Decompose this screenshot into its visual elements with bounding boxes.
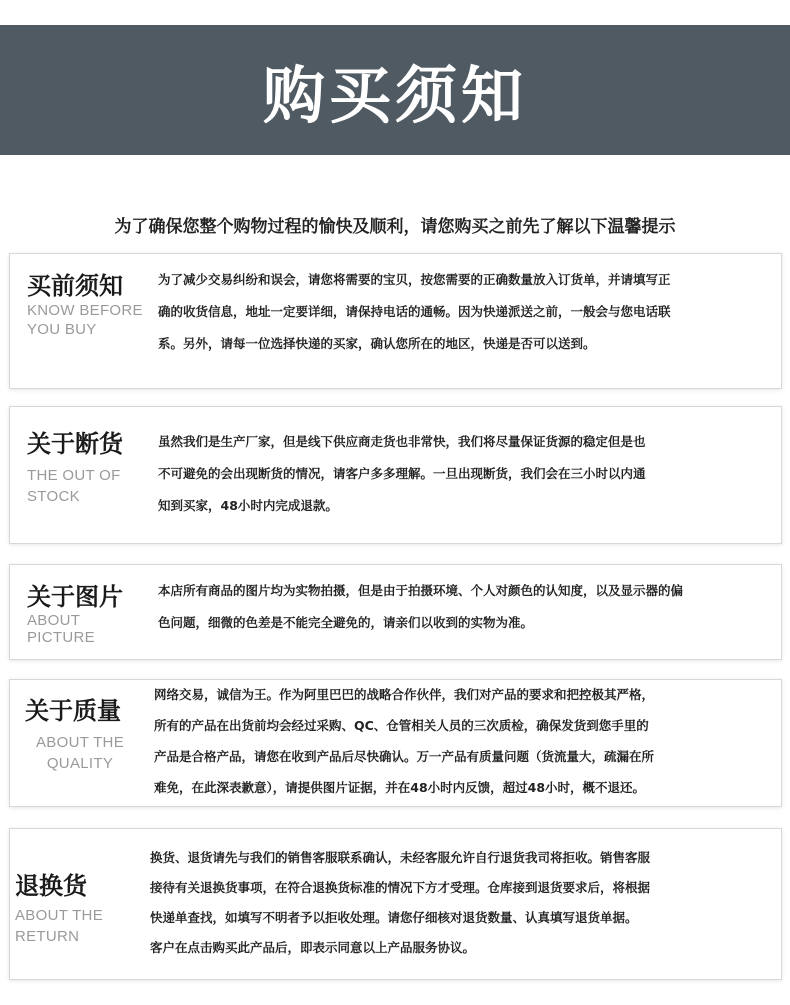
section-body: [150, 843, 750, 963]
section-line: 确的收货信息，地址一定要详细，请保持电话的通畅。因为快递派送之前，一般会与您电话联: [158, 304, 671, 319]
section-label: [25, 696, 155, 774]
section-label: [27, 582, 157, 646]
section-line: 产品是合格产品，请您在收到产品后尽快确认。万一产品有质量问题（货流量大，疏漏在所: [154, 749, 655, 764]
section-body: [154, 679, 754, 803]
section-label: [15, 871, 145, 947]
section-label: [27, 429, 157, 507]
section-body: [158, 575, 758, 639]
intro-subtitle: 为了确保您整个购物过程的愉快及顺利，请您购买之前先了解以下温馨提示: [114, 217, 676, 237]
section-about-quality: [9, 679, 782, 807]
section-subtitle: ABOUT THE RETURN: [15, 907, 103, 945]
section-line: 虽然我们是生产厂家，但是线下供应商走货也非常快，我们将尽量保证货源的稳定但是也: [158, 434, 646, 449]
section-title: 关于图片: [27, 583, 123, 611]
section-subtitle: ABOUT THE QUALITY: [36, 734, 124, 772]
section-subtitle: KNOW BEFORE YOU BUY: [27, 302, 143, 338]
section-title: 退换货: [15, 872, 87, 900]
section-line: 本店所有商品的图片均为实物拍摄，但是由于拍摄环境、个人对颜色的认知度，以及显示器的偏: [158, 583, 684, 598]
section-title: 买前须知: [27, 272, 123, 300]
section-out-of-stock: [9, 406, 782, 544]
section-line: 难免，在此深表歉意），请提供图片证据，并在48小时内反馈，超过48小时，概不退还。: [154, 780, 646, 795]
section-line: 所有的产品在出货前均会经过采购、QC、仓管相关人员的三次质检，确保发货到您手里的: [154, 718, 649, 733]
section-line: 不可避免的会出现断货的情况，请客户多多理解。一旦出现断货，我们会在三小时以内通: [158, 466, 646, 481]
section-subtitle: ABOUT PICTURE: [27, 612, 95, 646]
section-line: 换货、退货请先与我们的销售客服联系确认，未经客服允许自行退货我司将拒收。销售客服: [150, 850, 651, 865]
header-banner: [0, 25, 790, 155]
section-line: 色问题，细微的色差是不能完全避免的，请亲们以收到的实物为准。: [158, 615, 534, 630]
section-line: 网络交易，诚信为王。作为阿里巴巴的战略合作伙伴，我们对产品的要求和把控极其严格，: [154, 687, 655, 702]
section-line: 系。另外，请每一位选择快递的买家，确认您所在的地区，快递是否可以送到。: [158, 336, 596, 351]
section-line: 快递单查找，如填写不明者予以拒收处理。请您仔细核对退货数量、认真填写退货单据。: [150, 910, 638, 925]
section-title: 关于质量: [25, 697, 121, 725]
section-label: [27, 271, 157, 339]
section-line: 接待有关退换货事项，在符合退换货标准的情况下方才受理。仓库接到退货要求后，将根据: [150, 880, 651, 895]
section-title: 关于断货: [27, 430, 123, 458]
section-body: [158, 426, 758, 522]
section-about-picture: [9, 564, 782, 660]
section-subtitle: THE OUT OF STOCK: [27, 467, 121, 505]
page-title: 购买须知: [262, 58, 527, 132]
section-know-before-you-buy: [9, 253, 782, 389]
section-line: 知到买家，48小时内完成退款。: [158, 498, 338, 513]
section-body: [158, 264, 758, 360]
section-line: 客户在点击购买此产品后，即表示同意以上产品服务协议。: [150, 940, 476, 955]
section-return: [9, 828, 782, 980]
section-line: 为了减少交易纠纷和误会，请您将需要的宝贝，按您需要的正确数量放入订货单，并请填写正: [158, 272, 671, 287]
